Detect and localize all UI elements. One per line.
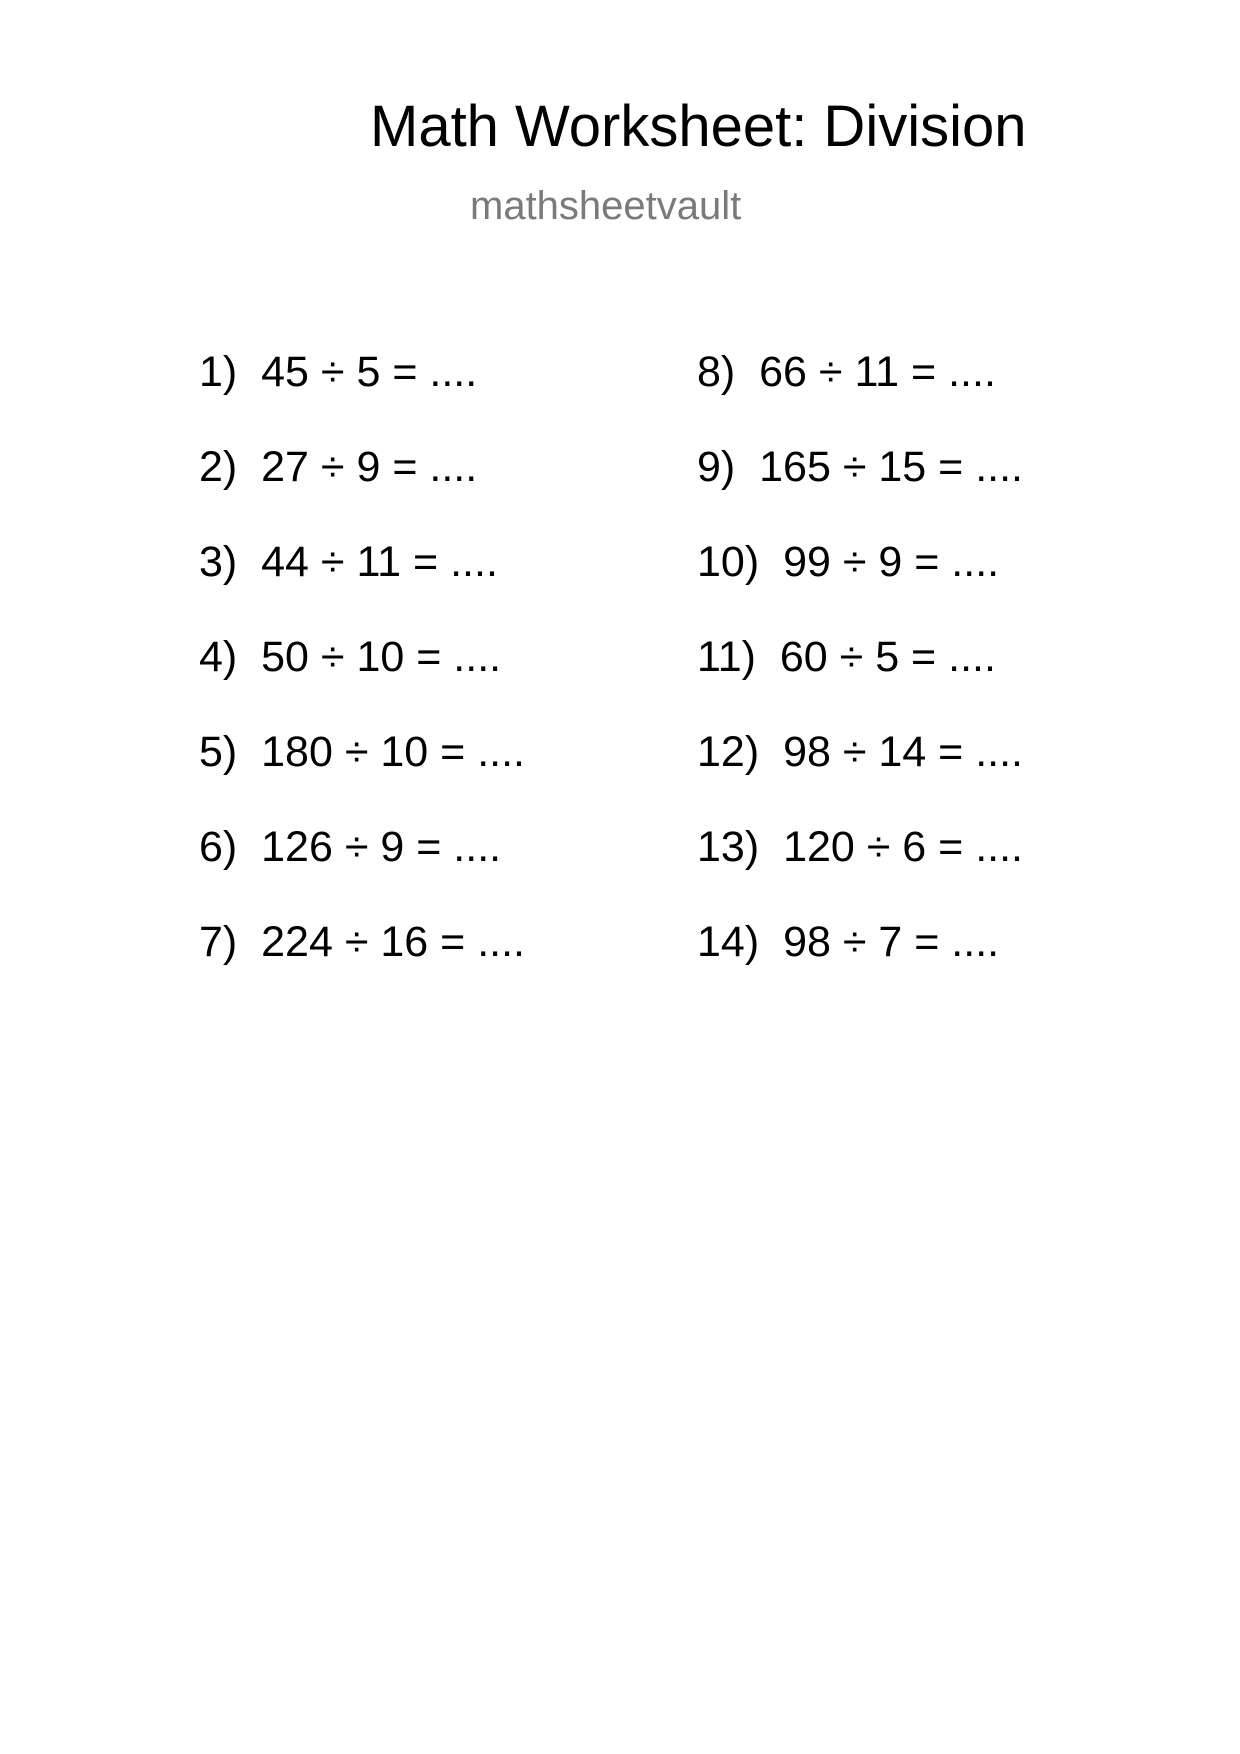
problem-expression: 98 ÷ 14 = .... (783, 728, 1024, 776)
problem-number: 7) (199, 918, 238, 966)
problem-item (199, 538, 525, 636)
problem-expression: 180 ÷ 10 = .... (261, 728, 525, 776)
problem-column-right (697, 348, 1024, 1016)
page-subtitle: mathsheetvault (470, 184, 742, 228)
problem-number: 14) (697, 918, 760, 966)
problem-number: 5) (199, 728, 238, 776)
problem-column-left (199, 348, 525, 1016)
problem-expression: 120 ÷ 6 = .... (783, 823, 1024, 871)
problem-number: 8) (697, 348, 736, 396)
problem-item (199, 823, 525, 921)
problem-expression: 27 ÷ 9 = .... (261, 443, 478, 491)
problem-expression: 99 ÷ 9 = .... (783, 538, 1000, 586)
problem-number: 13) (697, 823, 760, 871)
problem-item (697, 538, 1023, 636)
problem-item (199, 443, 525, 541)
problem-number: 1) (199, 348, 238, 396)
problem-expression: 50 ÷ 10 = .... (261, 633, 502, 681)
problem-item (199, 348, 525, 446)
page-title: Math Worksheet: Division (370, 94, 1027, 159)
problem-item (697, 918, 1023, 1016)
problem-number: 4) (199, 633, 238, 681)
problem-number: 12) (697, 728, 760, 776)
problem-expression: 66 ÷ 11 = .... (759, 348, 996, 396)
problem-number: 2) (199, 443, 238, 491)
problem-number: 3) (199, 538, 238, 586)
problem-expression: 126 ÷ 9 = .... (261, 823, 502, 871)
problem-expression: 98 ÷ 7 = .... (783, 918, 1000, 966)
problem-expression: 44 ÷ 11 = .... (261, 538, 498, 586)
problem-item (199, 728, 525, 826)
problem-item (697, 728, 1024, 826)
problem-item (697, 348, 1023, 446)
problem-expression: 165 ÷ 15 = .... (759, 443, 1023, 491)
problem-item (697, 633, 1023, 731)
problem-expression: 60 ÷ 5 = .... (779, 633, 996, 681)
problem-number: 9) (697, 443, 736, 491)
problem-expression: 45 ÷ 5 = .... (261, 348, 478, 396)
problem-number: 11) (697, 633, 756, 681)
problem-item (199, 633, 525, 731)
problem-item (697, 823, 1024, 921)
problem-item (697, 443, 1023, 541)
problem-item (199, 918, 525, 1016)
problem-number: 6) (199, 823, 238, 871)
problem-number: 10) (697, 538, 760, 586)
problem-expression: 224 ÷ 16 = .... (261, 918, 525, 966)
